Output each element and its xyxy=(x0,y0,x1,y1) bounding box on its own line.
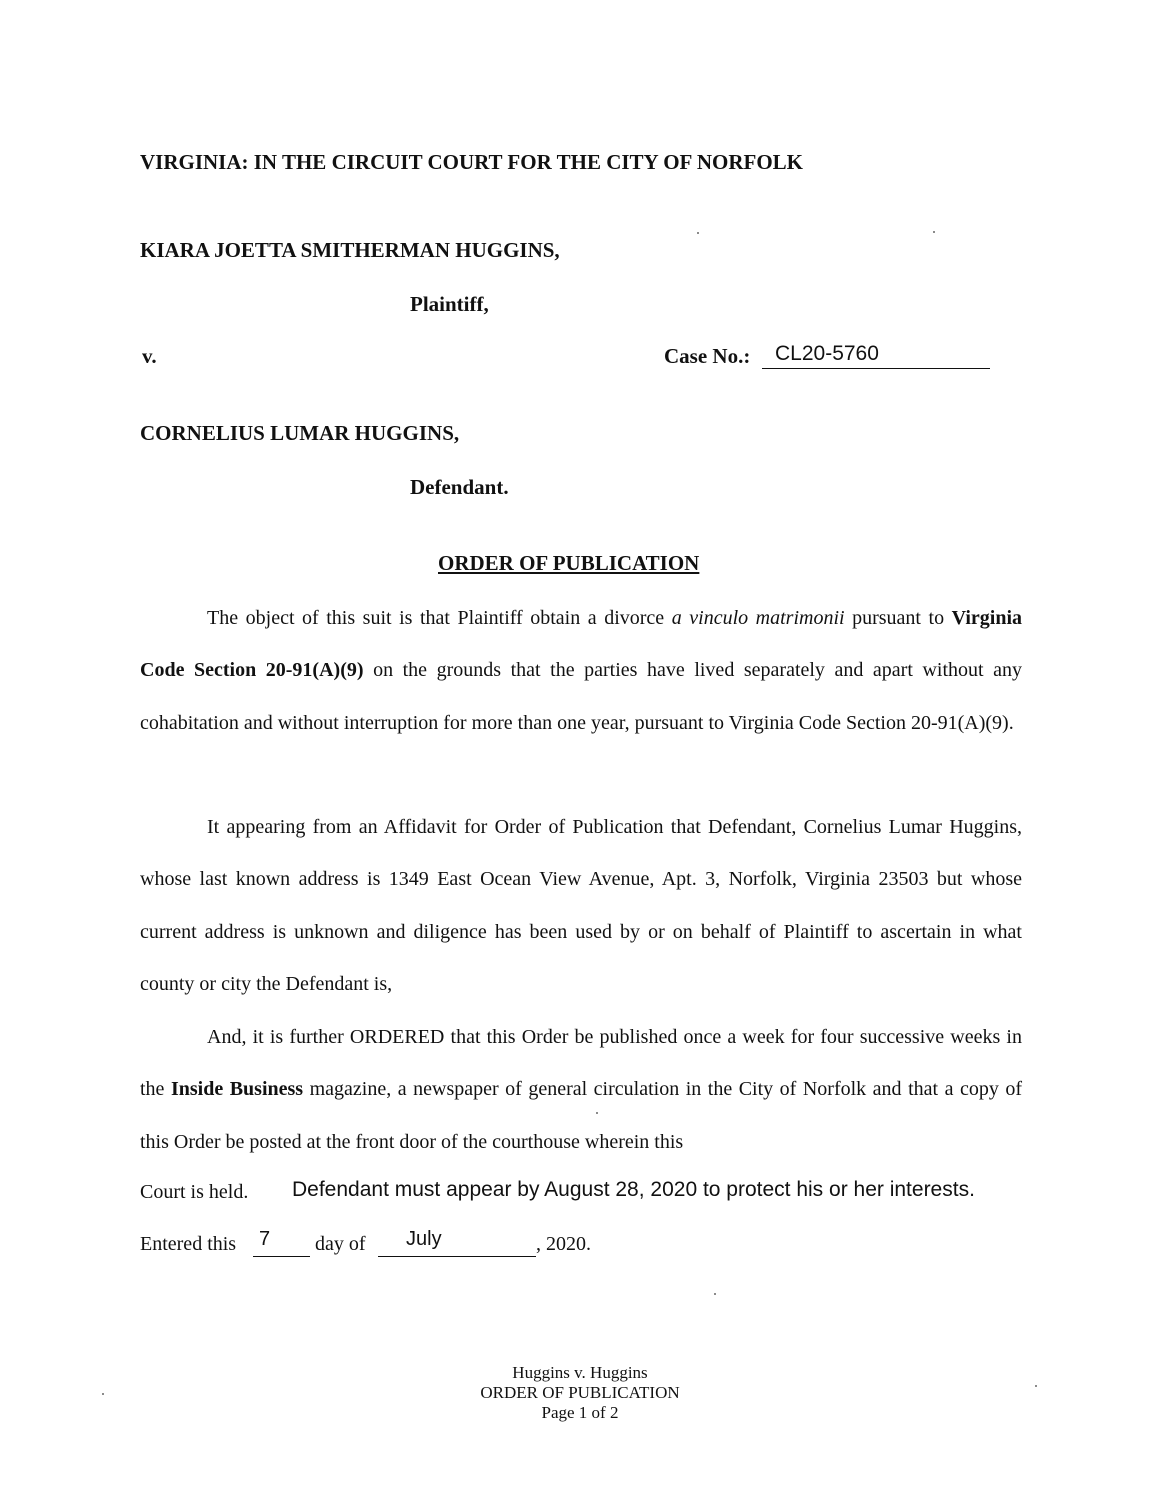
case-number-label: Case No.: xyxy=(664,344,751,368)
day-underline xyxy=(253,1256,310,1257)
court-heading: VIRGINIA: IN THE CIRCUIT COURT FOR THE CITY OF NORFOLK xyxy=(140,150,803,174)
paragraph3-text-a: And, it is further ORDERED that this Order be published once a week for four successive weeks in the xyxy=(140,1026,1022,1101)
paragraph-affidavit xyxy=(140,801,1022,1010)
case-number-value: CL20-5760 xyxy=(775,342,879,365)
paragraph3-magazine-name: Inside Business xyxy=(170,1078,304,1101)
versus-label: v. xyxy=(142,344,157,368)
paragraph-object-of-suit xyxy=(140,592,1022,749)
footer-page-number: Page 1 of 2 xyxy=(541,1403,619,1422)
paragraph3-last-line: Court is held. xyxy=(140,1181,249,1203)
scan-speck xyxy=(697,232,699,234)
defendant-role: Defendant. xyxy=(410,475,509,499)
scan-speck xyxy=(1035,1385,1037,1387)
document-title: ORDER OF PUBLICATION xyxy=(438,551,700,575)
entered-day-value: 7 xyxy=(259,1228,271,1250)
plaintiff-name: KIARA JOETTA SMITHERMAN HUGGINS, xyxy=(140,238,560,262)
paragraph1-text-a: The object of this suit is that Plaintiff obtain a divorce xyxy=(207,607,672,629)
plaintiff-role: Plaintiff, xyxy=(410,292,489,316)
scan-speck xyxy=(596,1112,598,1114)
footer-case-caption: Huggins v. Huggins xyxy=(512,1363,648,1382)
paragraph-publication-order xyxy=(140,1011,1022,1168)
month-underline xyxy=(378,1256,536,1257)
footer-document-title: ORDER OF PUBLICATION xyxy=(480,1383,680,1402)
entered-year-label: , 2020. xyxy=(536,1233,591,1255)
paragraph1-text-b: pursuant to xyxy=(844,607,952,629)
defendant-name: CORNELIUS LUMAR HUGGINS, xyxy=(140,421,460,445)
day-of-label: day of xyxy=(315,1233,366,1255)
scan-speck xyxy=(714,1293,716,1295)
paragraph1-text-c: on the grounds that the parties have lived separately and apart without any cohabitation and without interruption for more than one year, pursuant to Virginia Code Section 20-91(A)(9). xyxy=(140,659,1022,734)
paragraph2-text: It appearing from an Affidavit for Order of Publication that Defendant, Cornelius Lumar Huggins, whose last known address is 1349 East Ocean View Avenue, Apt. 3, Norfolk, Virginia 23503 but whose current address is unknown and diligence has been used by or on behalf of Plaintiff to ascertain in what county or city the Defendant is, xyxy=(140,816,1022,995)
case-number-underline xyxy=(762,368,990,369)
scan-speck xyxy=(933,231,935,233)
entered-label: Entered this xyxy=(140,1233,237,1255)
appearance-deadline-note: Defendant must appear by August 28, 2020 to protect his or her interests. xyxy=(292,1178,975,1201)
page-footer xyxy=(430,1363,730,1423)
entered-month-value: July xyxy=(406,1228,442,1250)
scan-speck xyxy=(102,1393,104,1395)
paragraph3-text-b: magazine, a newspaper of general circulation in the City of Norfolk and that a copy of this Order be posted at the front door of the courthouse wherein this xyxy=(140,1078,1023,1153)
paragraph1-italic: a vinculo matrimonii xyxy=(671,607,845,629)
paragraph1-code-reference: Virginia Code Section 20-91(A)(9) xyxy=(140,607,1022,682)
